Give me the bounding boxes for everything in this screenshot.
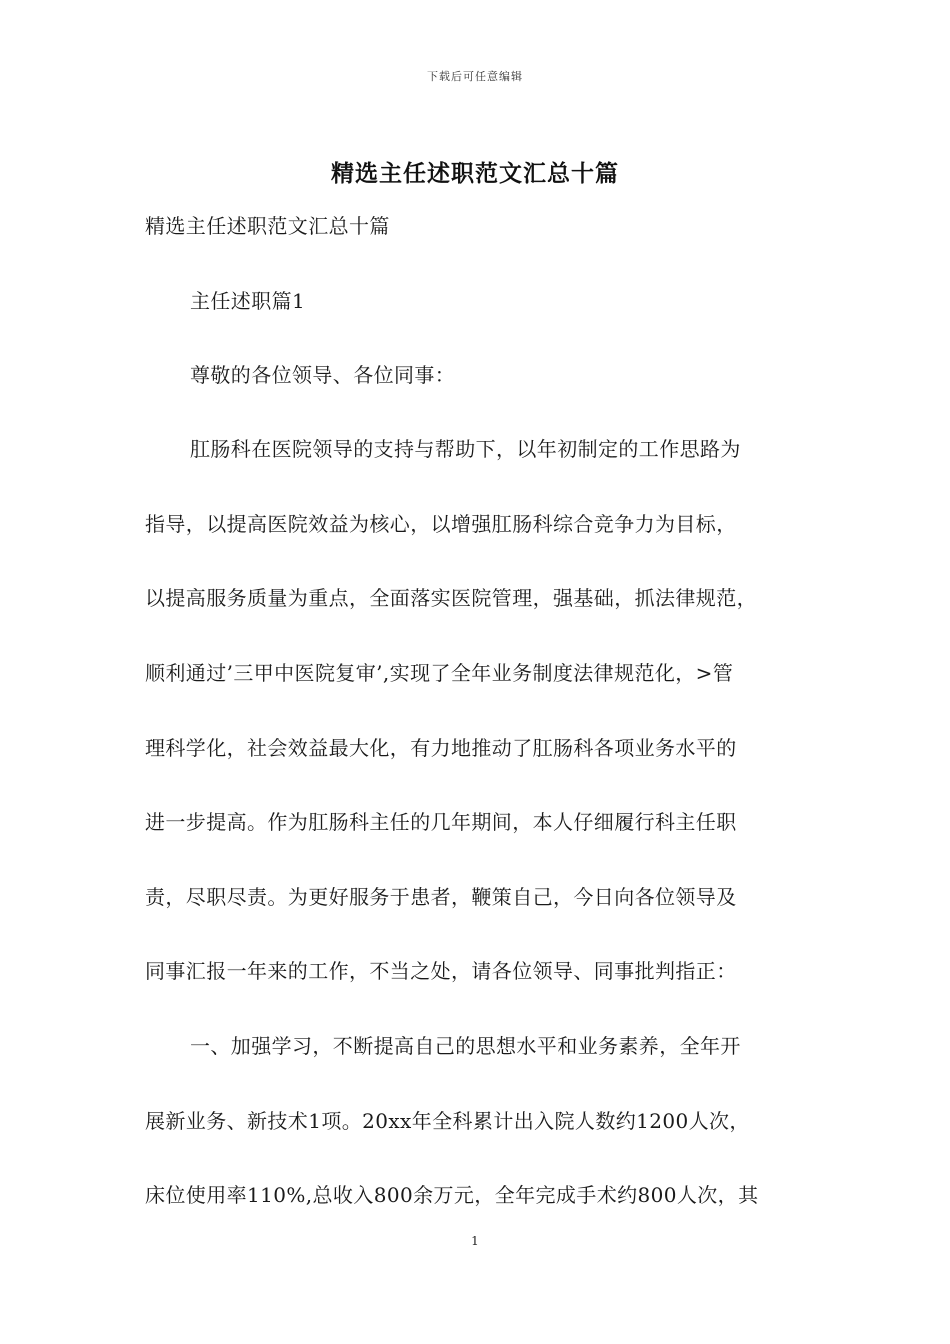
paragraph-line: 顺利通过’三甲中医院复审’,实现了全年业务制度法律规范化，>管 [145, 661, 734, 685]
paragraph-line: 进一步提高。作为肛肠科主任的几年期间，本人仔细履行科主任职 [145, 810, 737, 834]
paragraph-line: 肛肠科在医院领导的支持与帮助下，以年初制定的工作思路为 [190, 437, 741, 461]
paragraph-line: 同事汇报一年来的工作，不当之处，请各位领导、同事批判指正： [145, 959, 737, 983]
paragraph-line: 责，尽职尽责。为更好服务于患者，鞭策自己，今日向各位领导及 [145, 885, 737, 909]
section-heading: 主任述职篇1 [190, 289, 306, 313]
paragraph-line: 床位使用率110%,总收入800余万元，全年完成手术约800人次，其 [145, 1183, 759, 1207]
paragraph-line: 展新业务、新技术1项。20xx年全科累计出入院人数约1200人次， [145, 1109, 750, 1133]
paragraph-line: 理科学化，社会效益最大化，有力地推动了肛肠科各项业务水平的 [145, 736, 737, 760]
document-title: 精选主任述职范文汇总十篇 [331, 160, 619, 187]
paragraph-line: 指导，以提高医院效益为核心，以增强肛肠科综合竞争力为目标， [145, 512, 737, 536]
header-note: 下载后可任意编辑 [427, 70, 523, 83]
paragraph-line: 以提高服务质量为重点，全面落实医院管理，强基础，抓法律规范， [145, 586, 757, 610]
salutation: 尊敬的各位领导、各位同事： [190, 363, 456, 387]
subtitle-line: 精选主任述职范文汇总十篇 [145, 214, 390, 238]
page-number: 1 [471, 1234, 479, 1248]
paragraph-line: 一、加强学习，不断提高自己的思想水平和业务素养，全年开 [190, 1034, 741, 1058]
